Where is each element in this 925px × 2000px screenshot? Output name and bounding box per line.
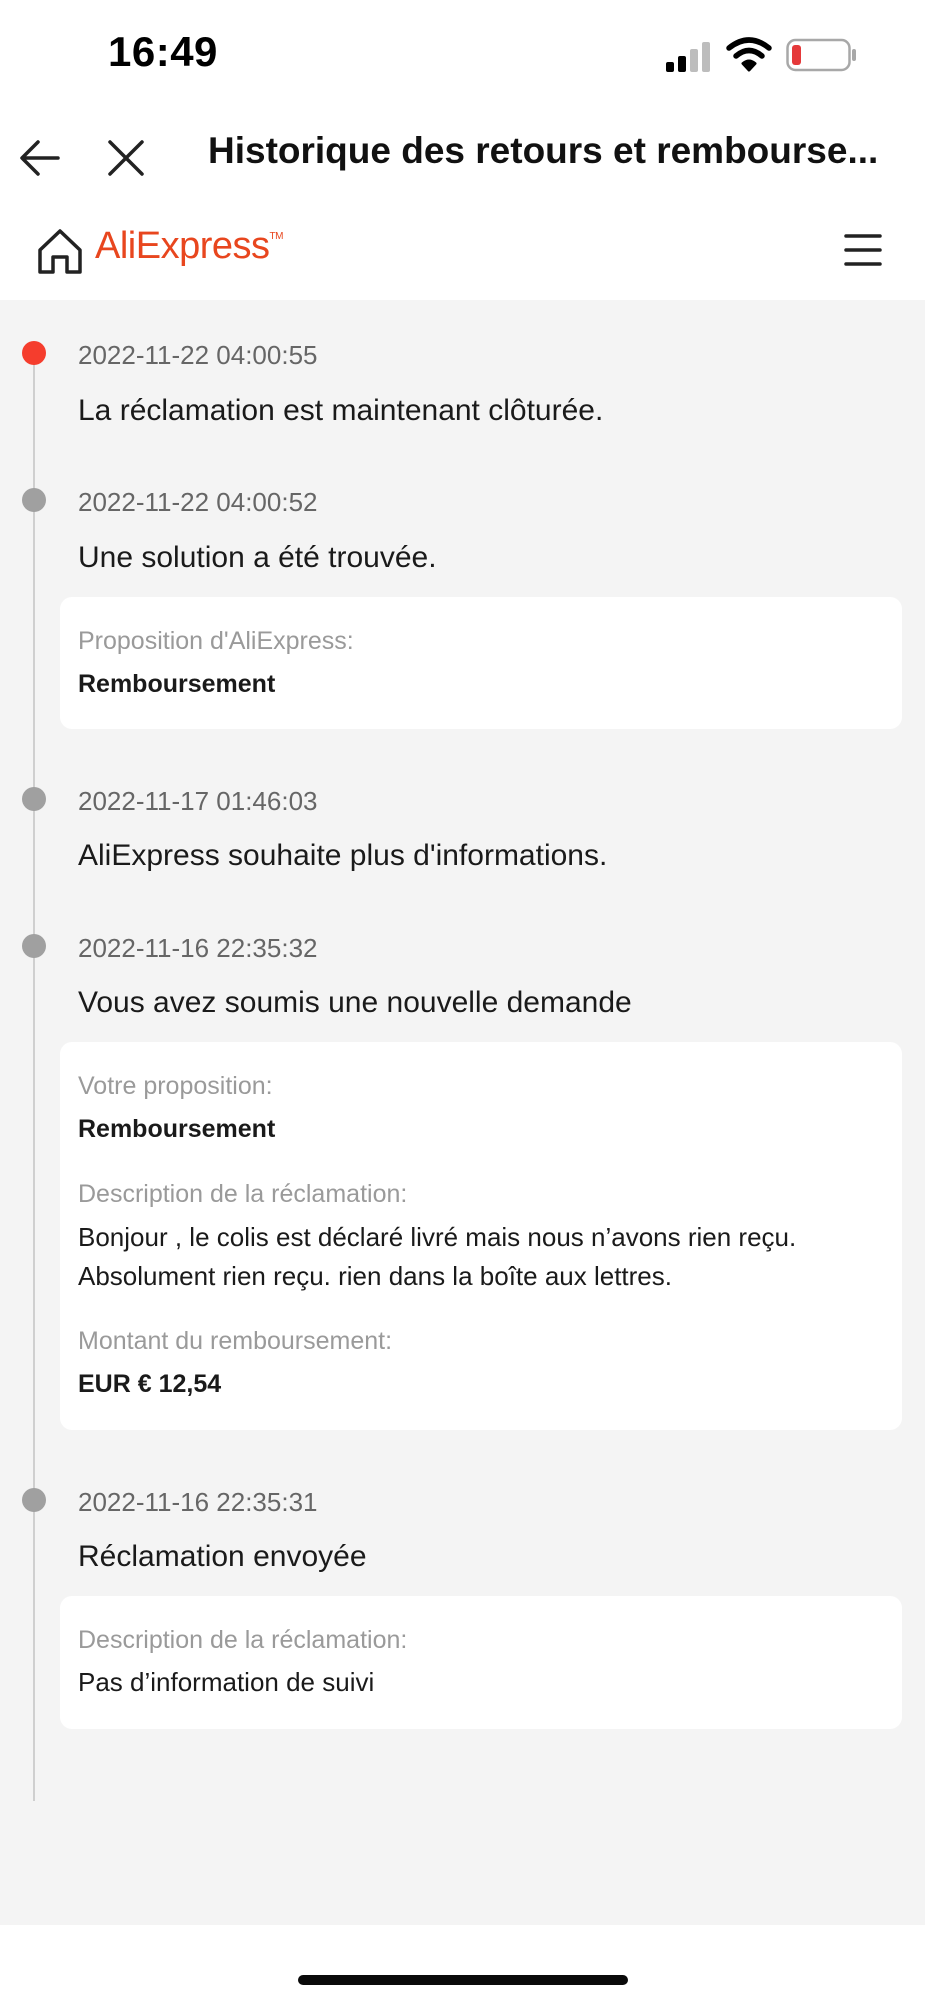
timeline-dot [22, 488, 46, 512]
event-details-card [60, 597, 902, 729]
proposal-value: Remboursement [78, 1115, 276, 1143]
page-title: Historique des retours et rembourse... [208, 130, 879, 171]
description-text: Pas d’information de suivi [78, 1667, 375, 1697]
aliexpress-logo[interactable] [95, 225, 283, 268]
wifi-icon [726, 36, 772, 72]
site-header [0, 206, 925, 300]
event-details-card [60, 1596, 902, 1729]
brand-name: AliExpress [95, 225, 270, 267]
timeline-dot [22, 787, 46, 811]
event-title: AliExpress souhaite plus d'informations. [78, 839, 608, 872]
event-details-card [60, 1042, 902, 1430]
event-timestamp: 2022-11-17 01:46:03 [78, 786, 318, 816]
bottom-safe-area [0, 1925, 925, 2000]
proposal-label: Votre proposition: [78, 1072, 273, 1100]
trademark-mark: TM [269, 231, 283, 242]
event-title: La réclamation est maintenant clôturée. [78, 394, 604, 427]
home-icon[interactable] [36, 226, 84, 276]
description-label: Description de la réclamation: [78, 1180, 408, 1208]
refund-amount-value: EUR € 12,54 [78, 1370, 222, 1398]
timeline-dot [22, 934, 46, 958]
close-icon[interactable] [104, 130, 148, 186]
home-indicator[interactable] [298, 1975, 628, 1985]
event-timestamp: 2022-11-22 04:00:52 [78, 487, 318, 517]
status-time: 16:49 [108, 28, 218, 75]
battery-low-icon [786, 38, 858, 72]
navigation-bar [0, 110, 925, 206]
timeline-dot [22, 1488, 46, 1512]
event-title: Réclamation envoyée [78, 1540, 367, 1573]
status-bar [0, 0, 925, 110]
event-title: Vous avez soumis une nouvelle demande [78, 986, 632, 1019]
event-title: Une solution a été trouvée. [78, 541, 437, 574]
proposal-value: Remboursement [78, 670, 276, 698]
description-text: Bonjour , le colis est déclaré livré mais nous n’avons rien reçu. Absolument rien reçu. rien dans la boîte aux lettres. [78, 1222, 797, 1291]
cellular-signal-icon [664, 40, 714, 72]
description-label: Description de la réclamation: [78, 1626, 408, 1654]
event-timestamp: 2022-11-16 22:35:31 [78, 1487, 318, 1517]
hamburger-menu-icon[interactable] [843, 230, 883, 270]
claim-history-timeline [0, 300, 925, 1925]
timeline-line [33, 353, 35, 1801]
proposal-label: Proposition d'AliExpress: [78, 627, 354, 655]
timeline-dot-active [22, 341, 46, 365]
back-arrow-icon[interactable] [18, 128, 64, 188]
event-timestamp: 2022-11-22 04:00:55 [78, 340, 318, 370]
event-timestamp: 2022-11-16 22:35:32 [78, 933, 318, 963]
refund-amount-label: Montant du remboursement: [78, 1327, 393, 1355]
